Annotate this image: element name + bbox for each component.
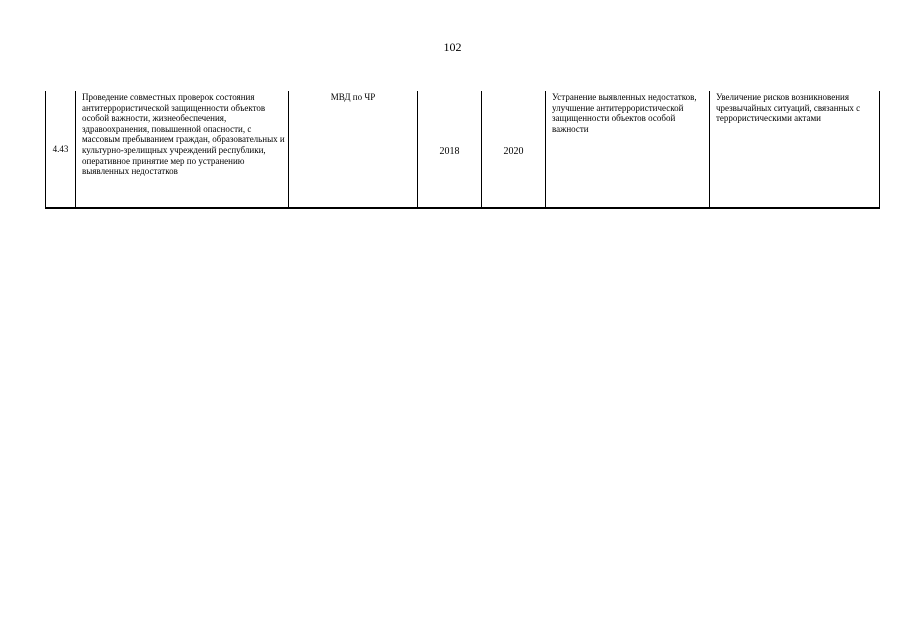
expected-result-cell: Устранение выявленных недостатков, улучшение антитеррористической защищенности объектов особой важности	[546, 91, 710, 208]
executor-cell: МВД по ЧР	[289, 91, 418, 208]
start-year-cell: 2018	[418, 91, 482, 208]
row-number-cell: 4.43	[46, 91, 76, 208]
end-year-cell: 2020	[482, 91, 546, 208]
measures-table	[45, 91, 880, 209]
page-number: 102	[443, 40, 462, 54]
consequences-cell: Увеличение рисков возникновения чрезвычайных ситуаций, связанных с террористическими актами	[710, 91, 880, 208]
table-row	[46, 91, 880, 208]
activity-cell: Проведение совместных проверок состояния антитеррористической защищенности объектов особой важности, жизнеобеспечения, здравоохранения, повышенной опасности, с массовым пребыванием граждан, образовательных и культурно-зрелищных учреждений республики, оперативное принятие мер по устранению выявленных недостатков	[76, 91, 289, 208]
